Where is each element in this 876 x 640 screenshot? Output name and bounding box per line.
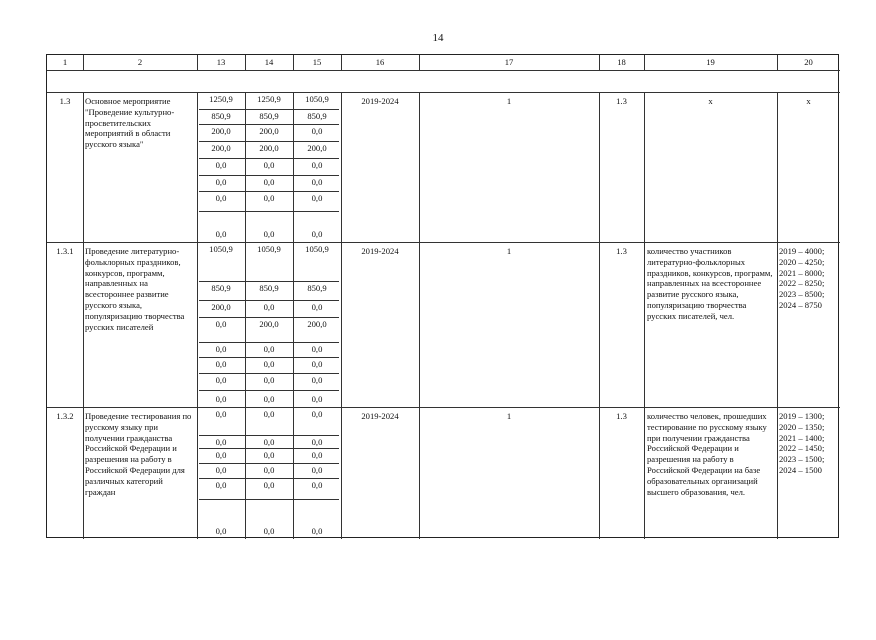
target-value: 2021 – 1400; <box>779 432 825 443</box>
table-rule <box>199 342 339 343</box>
budget-value: 0,0 <box>215 480 227 490</box>
budget-value: 0,0 <box>311 450 323 460</box>
header-cell: 15 <box>312 57 322 67</box>
budget-value: 0,0 <box>311 229 323 239</box>
table-rule <box>199 211 339 212</box>
table-rule <box>199 499 339 500</box>
row-number: 1.3.1 <box>56 246 74 256</box>
budget-value: 0,0 <box>263 437 275 447</box>
header-cell: 19 <box>706 57 715 67</box>
budget-value: 850,9 <box>307 111 327 121</box>
program-table <box>46 54 839 538</box>
col18-value: 1.3 <box>616 96 627 106</box>
budget-value: 0,0 <box>215 160 227 170</box>
budget-value: 0,0 <box>311 375 323 385</box>
budget-value: 1050,9 <box>305 244 329 254</box>
table-rule <box>199 317 339 318</box>
budget-value: 0,0 <box>263 344 275 354</box>
target-value: 2023 – 1500; <box>779 454 825 465</box>
table-rule <box>47 92 840 93</box>
target-value: 2019 – 1300; <box>779 411 825 421</box>
table-rule <box>341 92 342 539</box>
budget-value: 850,9 <box>211 283 231 293</box>
table-rule <box>777 92 778 539</box>
budget-value: 0,0 <box>263 394 275 404</box>
header-cell: 2 <box>137 57 143 67</box>
budget-value: 0,0 <box>311 344 323 354</box>
budget-value: 0,0 <box>215 465 227 475</box>
table-rule <box>47 407 840 408</box>
table-rule <box>199 435 339 436</box>
budget-value: 0,0 <box>311 526 323 536</box>
budget-value: 200,0 <box>211 143 231 153</box>
budget-value: 0,0 <box>311 437 323 447</box>
row-number: 1.3 <box>59 96 71 106</box>
budget-value: 0,0 <box>263 229 275 239</box>
header-cell: 13 <box>216 57 226 67</box>
table-rule <box>599 92 600 539</box>
col17-value: 1 <box>506 246 512 256</box>
budget-value: 0,0 <box>215 375 227 385</box>
table-rule <box>199 281 339 282</box>
target-value: 2020 – 4250; <box>779 256 825 267</box>
budget-value: 0,0 <box>311 302 323 312</box>
header-cell: 20 <box>804 57 813 67</box>
header-cell: 14 <box>264 57 274 67</box>
budget-value: 0,0 <box>263 375 275 385</box>
target-value: 2024 – 8750 <box>779 300 822 310</box>
budget-value: 0,0 <box>263 160 275 170</box>
table-rule <box>199 300 339 301</box>
budget-value: 0,0 <box>311 394 323 404</box>
target-value: 2020 – 1350; <box>779 421 825 432</box>
budget-value: 0,0 <box>311 409 323 419</box>
budget-value: 0,0 <box>311 160 323 170</box>
table-rule <box>199 109 339 110</box>
budget-value: 0,0 <box>311 126 323 136</box>
indicator-text: х <box>708 96 713 106</box>
row-number: 1.3.2 <box>56 411 74 421</box>
budget-value: 0,0 <box>215 177 227 187</box>
table-rule <box>199 390 339 391</box>
budget-value: 200,0 <box>259 319 279 329</box>
header-cell: 17 <box>504 57 514 67</box>
budget-value: 200,0 <box>259 143 279 153</box>
budget-value: 200,0 <box>307 319 327 329</box>
target-value: 2022 – 8250; <box>779 278 825 289</box>
budget-value: 0,0 <box>263 409 275 419</box>
budget-value: 1050,9 <box>209 244 233 254</box>
budget-value: 850,9 <box>259 283 279 293</box>
budget-value: 0,0 <box>263 465 275 475</box>
budget-value: 0,0 <box>311 177 323 187</box>
budget-value: 850,9 <box>211 111 231 121</box>
budget-value: 0,0 <box>263 480 275 490</box>
col17-value: 1 <box>506 411 512 421</box>
budget-value: 0,0 <box>215 450 227 460</box>
budget-value: 0,0 <box>215 193 227 203</box>
budget-value: 1050,9 <box>305 94 329 104</box>
budget-value: 0,0 <box>263 526 275 536</box>
budget-value: 0,0 <box>215 229 227 239</box>
budget-value: 0,0 <box>215 409 227 419</box>
budget-value: 850,9 <box>307 283 327 293</box>
table-rule <box>199 175 339 176</box>
budget-value: 0,0 <box>263 193 275 203</box>
table-rule <box>199 357 339 358</box>
header-cell: 18 <box>617 57 626 67</box>
budget-value: 0,0 <box>311 465 323 475</box>
budget-value: 0,0 <box>215 359 227 369</box>
budget-value: 0,0 <box>215 437 227 447</box>
target-value: 2023 – 8500; <box>779 289 825 300</box>
budget-value: 0,0 <box>215 319 227 329</box>
table-rule <box>644 92 645 539</box>
budget-value: 0,0 <box>215 344 227 354</box>
activity-name: Проведение тестирования по русскому языку при получении гражданства Российской Федерации и разрешения на работу в Российской Федерации для различных категорий граждан <box>85 411 192 497</box>
table-rule <box>199 463 339 464</box>
target-value: 2024 – 1500 <box>779 465 822 475</box>
table-rule <box>199 158 339 159</box>
budget-value: 1250,9 <box>209 94 233 104</box>
budget-value: 850,9 <box>259 111 279 121</box>
period: 2019-2024 <box>361 246 399 256</box>
budget-value: 0,0 <box>263 450 275 460</box>
indicator-text: количество участников литературно-фольклорных праздников, конкурсов, программ, направленных на всестороннее развитие русского языка, популяризацию творчества русских писателей, чел. <box>647 246 773 321</box>
page-number: 14 <box>432 32 444 44</box>
budget-value: 1050,9 <box>257 244 281 254</box>
budget-value: 200,0 <box>211 126 231 136</box>
budget-value: 0,0 <box>311 480 323 490</box>
activity-name: Основное мероприятие "Проведение культурно-просветительских мероприятий в области русского языка" <box>85 96 175 150</box>
budget-value: 0,0 <box>263 359 275 369</box>
budget-value: 200,0 <box>211 302 231 312</box>
activity-name: Проведение литературно-фольклорных праздников, конкурсов, программ, направленных на всестороннее развитие русского языка, популяризацию творчества русских писателей <box>85 246 185 332</box>
table-rule <box>199 478 339 479</box>
budget-value: 0,0 <box>215 526 227 536</box>
period: 2019-2024 <box>361 96 399 106</box>
table-rule <box>199 191 339 192</box>
table-rule <box>47 70 840 71</box>
budget-value: 0,0 <box>215 394 227 404</box>
target-value: 2022 – 1450; <box>779 443 825 454</box>
target-value: 2019 – 4000; <box>779 246 825 256</box>
table-rule <box>199 448 339 449</box>
indicator-text: количество человек, прошедших тестирование по русскому языку при получении гражданства Российской Федерации и разрешения на работу в Российской Федерации на базе образовательных организаций высшего образования, чел. <box>647 411 767 497</box>
budget-value: 0,0 <box>263 302 275 312</box>
target-value: 2021 – 8000; <box>779 267 825 278</box>
budget-value: 200,0 <box>259 126 279 136</box>
period: 2019-2024 <box>361 411 399 421</box>
header-cell: 1 <box>62 57 68 67</box>
table-rule <box>199 373 339 374</box>
budget-value: 200,0 <box>307 143 327 153</box>
col18-value: 1.3 <box>616 246 627 256</box>
table-rule <box>83 92 84 539</box>
col18-value: 1.3 <box>616 411 627 421</box>
budget-value: 1250,9 <box>257 94 281 104</box>
target-value: х <box>806 96 811 106</box>
table-rule <box>199 124 339 125</box>
budget-value: 0,0 <box>311 359 323 369</box>
table-rule <box>199 141 339 142</box>
table-rule <box>47 242 840 243</box>
budget-value: 0,0 <box>311 193 323 203</box>
header-cell: 16 <box>375 57 385 67</box>
table-rule <box>419 92 420 539</box>
budget-value: 0,0 <box>263 177 275 187</box>
col17-value: 1 <box>506 96 512 106</box>
